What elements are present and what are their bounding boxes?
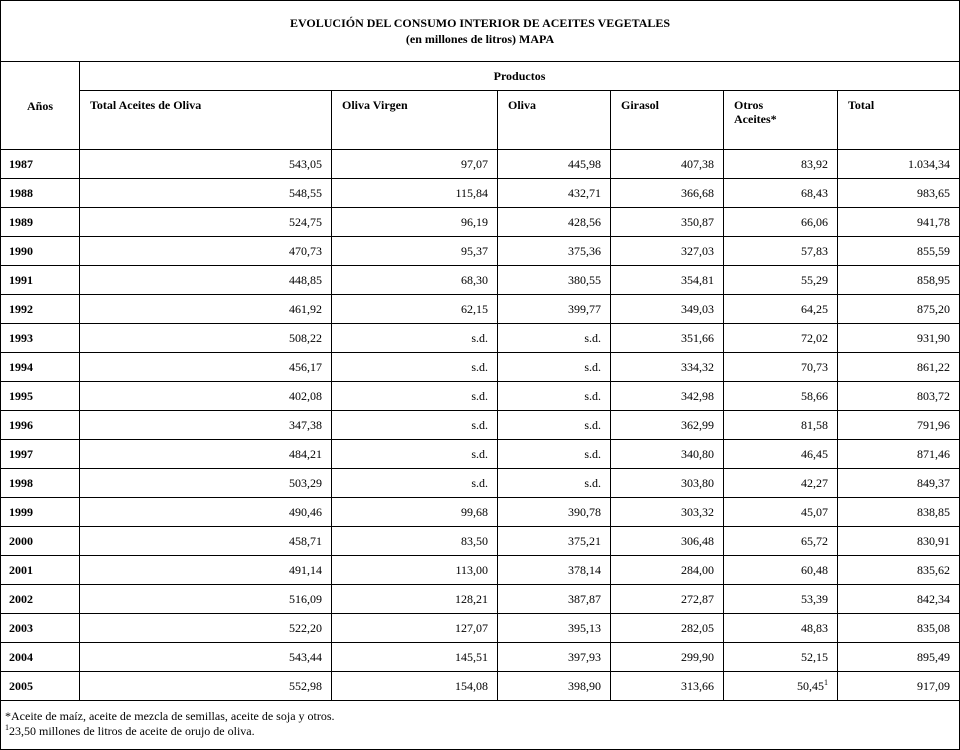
table-row bbox=[1, 585, 960, 614]
value-cell: 543,44 bbox=[80, 643, 332, 672]
value-cell: 522,20 bbox=[80, 614, 332, 643]
value-cell: 835,62 bbox=[838, 556, 960, 585]
value-cell bbox=[724, 672, 838, 701]
value-cell: 543,05 bbox=[80, 150, 332, 179]
value-cell: 48,83 bbox=[724, 614, 838, 643]
column-header-oliva-virgen: Oliva Virgen bbox=[332, 91, 498, 150]
value-cell: 448,85 bbox=[80, 266, 332, 295]
value-cell: 306,48 bbox=[611, 527, 724, 556]
column-header-total-aceites-oliva: Total Aceites de Oliva bbox=[80, 91, 332, 150]
value-cell: s.d. bbox=[332, 324, 498, 353]
value-cell: 62,15 bbox=[332, 295, 498, 324]
value-cell: s.d. bbox=[498, 411, 611, 440]
value-cell: 395,13 bbox=[498, 614, 611, 643]
value-cell: 835,08 bbox=[838, 614, 960, 643]
value-cell: 340,80 bbox=[611, 440, 724, 469]
footnote-2 bbox=[5, 724, 955, 739]
year-cell: 1998 bbox=[1, 469, 80, 498]
value-cell: 284,00 bbox=[611, 556, 724, 585]
value-cell: 99,68 bbox=[332, 498, 498, 527]
value-cell: 830,91 bbox=[838, 527, 960, 556]
column-header-oliva: Oliva bbox=[498, 91, 611, 150]
value-cell: 842,34 bbox=[838, 585, 960, 614]
table-row bbox=[1, 295, 960, 324]
value-cell: 548,55 bbox=[80, 179, 332, 208]
value-cell: 375,21 bbox=[498, 527, 611, 556]
value-cell: 65,72 bbox=[724, 527, 838, 556]
value-cell: 96,19 bbox=[332, 208, 498, 237]
value-cell: 46,45 bbox=[724, 440, 838, 469]
table-row bbox=[1, 208, 960, 237]
footnote-1: *Aceite de maíz, aceite de mezcla de semillas, aceite de soja y otros. bbox=[5, 709, 335, 723]
value-cell: 64,25 bbox=[724, 295, 838, 324]
value-cell: s.d. bbox=[332, 353, 498, 382]
value-cell: 1.034,34 bbox=[838, 150, 960, 179]
value-cell: s.d. bbox=[498, 353, 611, 382]
title-line-1: EVOLUCIÓN DEL CONSUMO INTERIOR DE ACEITES VEGETALES bbox=[289, 16, 671, 30]
value-cell: 941,78 bbox=[838, 208, 960, 237]
value-cell: 72,02 bbox=[724, 324, 838, 353]
value-cell: 327,03 bbox=[611, 237, 724, 266]
value-cell: 154,08 bbox=[332, 672, 498, 701]
value-cell: 42,27 bbox=[724, 469, 838, 498]
value-cell: 387,87 bbox=[498, 585, 611, 614]
value-cell: 398,90 bbox=[498, 672, 611, 701]
value-cell: 70,73 bbox=[724, 353, 838, 382]
year-cell: 1987 bbox=[1, 150, 80, 179]
value-cell: 68,43 bbox=[724, 179, 838, 208]
value-cell: 380,55 bbox=[498, 266, 611, 295]
value-cell: 445,98 bbox=[498, 150, 611, 179]
value-cell: 390,78 bbox=[498, 498, 611, 527]
footnotes bbox=[1, 701, 960, 750]
value-cell: 366,68 bbox=[611, 179, 724, 208]
value-cell: 931,90 bbox=[838, 324, 960, 353]
table-title bbox=[1, 1, 960, 62]
value-cell: 83,92 bbox=[724, 150, 838, 179]
value-cell: 97,07 bbox=[332, 150, 498, 179]
table-row bbox=[1, 469, 960, 498]
value-cell: 354,81 bbox=[611, 266, 724, 295]
value-cell: 871,46 bbox=[838, 440, 960, 469]
value-cell: 68,30 bbox=[332, 266, 498, 295]
value-cell: 60,48 bbox=[724, 556, 838, 585]
value-cell: 849,37 bbox=[838, 469, 960, 498]
value-cell: 402,08 bbox=[80, 382, 332, 411]
value-cell: 484,21 bbox=[80, 440, 332, 469]
value-cell: 861,22 bbox=[838, 353, 960, 382]
value-cell: 552,98 bbox=[80, 672, 332, 701]
value-cell: 303,80 bbox=[611, 469, 724, 498]
year-cell: 1993 bbox=[1, 324, 80, 353]
value-cell: s.d. bbox=[332, 469, 498, 498]
year-cell: 1995 bbox=[1, 382, 80, 411]
value-cell: 349,03 bbox=[611, 295, 724, 324]
year-cell: 1988 bbox=[1, 179, 80, 208]
year-cell: 1989 bbox=[1, 208, 80, 237]
value-cell: 350,87 bbox=[611, 208, 724, 237]
table-row bbox=[1, 382, 960, 411]
value-cell: 81,58 bbox=[724, 411, 838, 440]
table-row bbox=[1, 150, 960, 179]
footnote-marker: 1 bbox=[824, 678, 828, 687]
value-cell: 299,90 bbox=[611, 643, 724, 672]
value-cell: 351,66 bbox=[611, 324, 724, 353]
value-cell: 458,71 bbox=[80, 527, 332, 556]
value-cell: 83,50 bbox=[332, 527, 498, 556]
value-cell: 45,07 bbox=[724, 498, 838, 527]
value-cell: 470,73 bbox=[80, 237, 332, 266]
value-cell: 432,71 bbox=[498, 179, 611, 208]
value-cell: 803,72 bbox=[838, 382, 960, 411]
value-cell: s.d. bbox=[332, 440, 498, 469]
table-row bbox=[1, 237, 960, 266]
value-cell: 334,32 bbox=[611, 353, 724, 382]
value-cell: 524,75 bbox=[80, 208, 332, 237]
value-cell: 791,96 bbox=[838, 411, 960, 440]
value-cell: s.d. bbox=[332, 411, 498, 440]
column-header-girasol: Girasol bbox=[611, 91, 724, 150]
value-cell: 375,36 bbox=[498, 237, 611, 266]
table-row bbox=[1, 498, 960, 527]
value-cell: 428,56 bbox=[498, 208, 611, 237]
year-cell: 1996 bbox=[1, 411, 80, 440]
year-cell: 1992 bbox=[1, 295, 80, 324]
year-cell: 1994 bbox=[1, 353, 80, 382]
column-header-total: Total bbox=[838, 91, 960, 150]
table-row bbox=[1, 440, 960, 469]
value-cell: 917,09 bbox=[838, 672, 960, 701]
value-cell: 397,93 bbox=[498, 643, 611, 672]
table-row bbox=[1, 353, 960, 382]
value-cell: s.d. bbox=[498, 469, 611, 498]
value-cell: 347,38 bbox=[80, 411, 332, 440]
table-row bbox=[1, 556, 960, 585]
value-cell: 58,66 bbox=[724, 382, 838, 411]
year-cell: 2002 bbox=[1, 585, 80, 614]
value-cell: 895,49 bbox=[838, 643, 960, 672]
value-cell: 855,59 bbox=[838, 237, 960, 266]
table-row bbox=[1, 527, 960, 556]
year-cell: 1999 bbox=[1, 498, 80, 527]
products-header: Productos bbox=[80, 62, 960, 91]
value-cell: 127,07 bbox=[332, 614, 498, 643]
value-cell: 491,14 bbox=[80, 556, 332, 585]
value-cell: 313,66 bbox=[611, 672, 724, 701]
year-cell: 1991 bbox=[1, 266, 80, 295]
value-cell: 55,29 bbox=[724, 266, 838, 295]
table-row bbox=[1, 266, 960, 295]
years-header: Años bbox=[1, 62, 80, 150]
value-cell: 362,99 bbox=[611, 411, 724, 440]
value-cell: 407,38 bbox=[611, 150, 724, 179]
value-cell: 490,46 bbox=[80, 498, 332, 527]
column-header-otros-aceites: Otros Aceites* bbox=[724, 91, 838, 150]
year-cell: 1990 bbox=[1, 237, 80, 266]
value-cell: 128,21 bbox=[332, 585, 498, 614]
value-cell: 282,05 bbox=[611, 614, 724, 643]
value-cell: 53,39 bbox=[724, 585, 838, 614]
value-cell: 115,84 bbox=[332, 179, 498, 208]
year-cell: 2004 bbox=[1, 643, 80, 672]
table-row bbox=[1, 672, 960, 701]
value-cell: 378,14 bbox=[498, 556, 611, 585]
value-cell: 303,32 bbox=[611, 498, 724, 527]
value-cell: 272,87 bbox=[611, 585, 724, 614]
value-cell: 52,15 bbox=[724, 643, 838, 672]
value-cell: s.d. bbox=[498, 382, 611, 411]
value-cell: 516,09 bbox=[80, 585, 332, 614]
value-cell: 875,20 bbox=[838, 295, 960, 324]
year-cell: 1997 bbox=[1, 440, 80, 469]
value-cell: 57,83 bbox=[724, 237, 838, 266]
value-cell: 342,98 bbox=[611, 382, 724, 411]
value-cell: 503,29 bbox=[80, 469, 332, 498]
table-row bbox=[1, 179, 960, 208]
value-cell: s.d. bbox=[332, 382, 498, 411]
value-cell: s.d. bbox=[498, 440, 611, 469]
value-cell: 508,22 bbox=[80, 324, 332, 353]
year-cell: 2000 bbox=[1, 527, 80, 556]
footnote-2-marker: 1 bbox=[5, 723, 9, 732]
value-cell: 66,06 bbox=[724, 208, 838, 237]
value-text: 50,45 bbox=[797, 679, 824, 693]
table-row bbox=[1, 324, 960, 353]
title-line-2: (en millones de litros) MAPA bbox=[405, 32, 555, 46]
value-cell: 399,77 bbox=[498, 295, 611, 324]
value-cell: 858,95 bbox=[838, 266, 960, 295]
value-cell: 838,85 bbox=[838, 498, 960, 527]
value-cell: 95,37 bbox=[332, 237, 498, 266]
table-row bbox=[1, 411, 960, 440]
value-cell: 461,92 bbox=[80, 295, 332, 324]
table-row bbox=[1, 614, 960, 643]
year-cell: 2005 bbox=[1, 672, 80, 701]
footnote-2-text: 23,50 millones de litros de aceite de orujo de oliva. bbox=[9, 724, 255, 738]
year-cell: 2003 bbox=[1, 614, 80, 643]
value-cell: 983,65 bbox=[838, 179, 960, 208]
value-cell: 113,00 bbox=[332, 556, 498, 585]
table-row bbox=[1, 643, 960, 672]
year-cell: 2001 bbox=[1, 556, 80, 585]
value-cell: 145,51 bbox=[332, 643, 498, 672]
value-cell: 456,17 bbox=[80, 353, 332, 382]
value-cell: s.d. bbox=[498, 324, 611, 353]
